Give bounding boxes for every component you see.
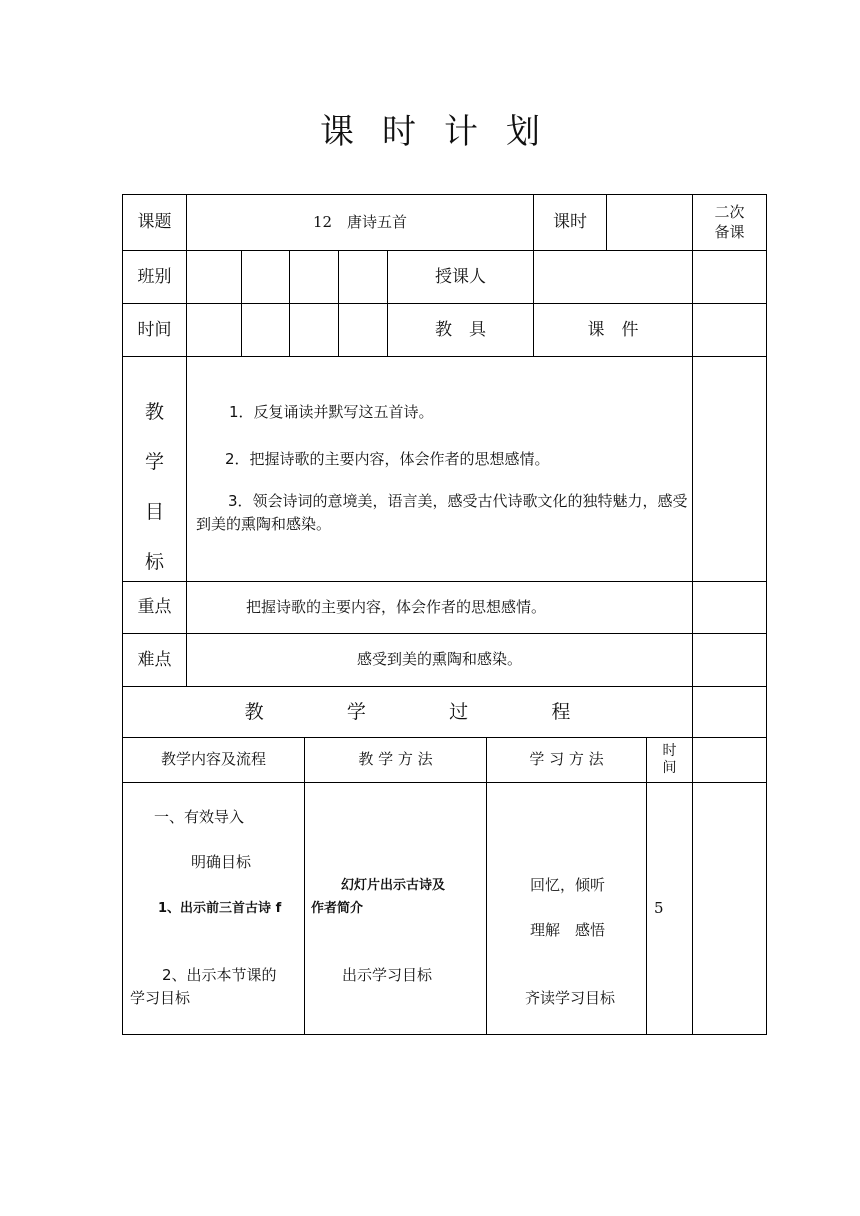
process-heading-char: 程 xyxy=(551,700,571,723)
second-prep-label: 二次 备课 xyxy=(714,203,745,241)
goals-label xyxy=(123,400,186,575)
goals-label-char: 目 xyxy=(144,501,164,524)
col-line xyxy=(766,194,767,1035)
title-char: 划 xyxy=(506,112,540,152)
period-label: 课时 xyxy=(553,212,587,233)
key-point-label: 重点 xyxy=(137,597,172,618)
content-step: 学习目标 xyxy=(130,989,191,1007)
col-line xyxy=(241,250,242,356)
column-header-time: 时 间 xyxy=(662,743,677,776)
difficulty-value: 感受到美的熏陶和感染。 xyxy=(356,650,522,669)
learning-method: 回忆，倾听 xyxy=(530,876,606,894)
goal-item: 2．把握诗歌的主要内容，体会作者的思想感情。 xyxy=(225,450,550,468)
title-char: 时 xyxy=(382,112,416,152)
difficulty-label: 难点 xyxy=(137,649,172,670)
tools-label: 教 具 xyxy=(435,319,486,340)
teacher-label: 授课人 xyxy=(435,266,486,287)
time-label: 时间 xyxy=(137,319,172,340)
process-heading-char: 教 xyxy=(244,700,264,723)
process-heading-char: 过 xyxy=(449,700,469,723)
col-line xyxy=(692,194,693,1035)
goal-item: 1．反复诵读并默写这五首诗。 xyxy=(229,403,434,421)
learning-method: 理解 感悟 xyxy=(530,921,606,939)
class-label: 班别 xyxy=(137,266,172,287)
col-line xyxy=(186,194,187,687)
learning-method: 齐读学习目标 xyxy=(525,989,616,1007)
topic-label: 课题 xyxy=(137,212,172,233)
teaching-method: 作者简介 xyxy=(311,901,364,916)
content-sub: 明确目标 xyxy=(191,853,252,871)
tools-value: 课 件 xyxy=(587,319,639,340)
column-header-learning-method: 学 习 方 法 xyxy=(529,750,604,769)
time-value: 5 xyxy=(654,899,664,917)
col-line xyxy=(289,250,290,356)
goals-label-char: 学 xyxy=(144,451,164,474)
process-heading xyxy=(123,687,692,737)
teaching-method: 出示学习目标 xyxy=(342,966,433,984)
content-step: 1、出示前三首古诗 f xyxy=(158,901,282,916)
content-step: 2、出示本节课的 xyxy=(162,966,277,984)
col-line xyxy=(606,194,607,250)
goal-item: 3．领会诗词的意境美，语言美，感受古代诗歌文化的独特魅力，感受到美的熏陶和感染。 xyxy=(196,492,688,534)
row-line xyxy=(122,581,767,582)
column-header-content: 教学内容及流程 xyxy=(160,750,266,769)
row-line xyxy=(122,1034,767,1035)
content-section: 一、有效导入 xyxy=(154,808,245,826)
page-title xyxy=(0,104,860,153)
goals-label-char: 教 xyxy=(144,401,164,423)
title-char: 计 xyxy=(444,112,478,152)
column-header-teaching-method: 教 学 方 法 xyxy=(358,750,433,769)
title-char: 课 xyxy=(320,112,354,152)
row-line xyxy=(122,782,767,783)
teaching-method: 幻灯片出示古诗及 xyxy=(341,878,446,893)
topic-value: 12 唐诗五首 xyxy=(312,212,408,231)
process-heading-char: 学 xyxy=(346,700,366,723)
key-point-value: 把握诗歌的主要内容，体会作者的思想感情。 xyxy=(246,598,547,616)
row-line xyxy=(122,356,767,357)
col-line xyxy=(338,250,339,356)
goals-label-char: 标 xyxy=(144,551,164,574)
